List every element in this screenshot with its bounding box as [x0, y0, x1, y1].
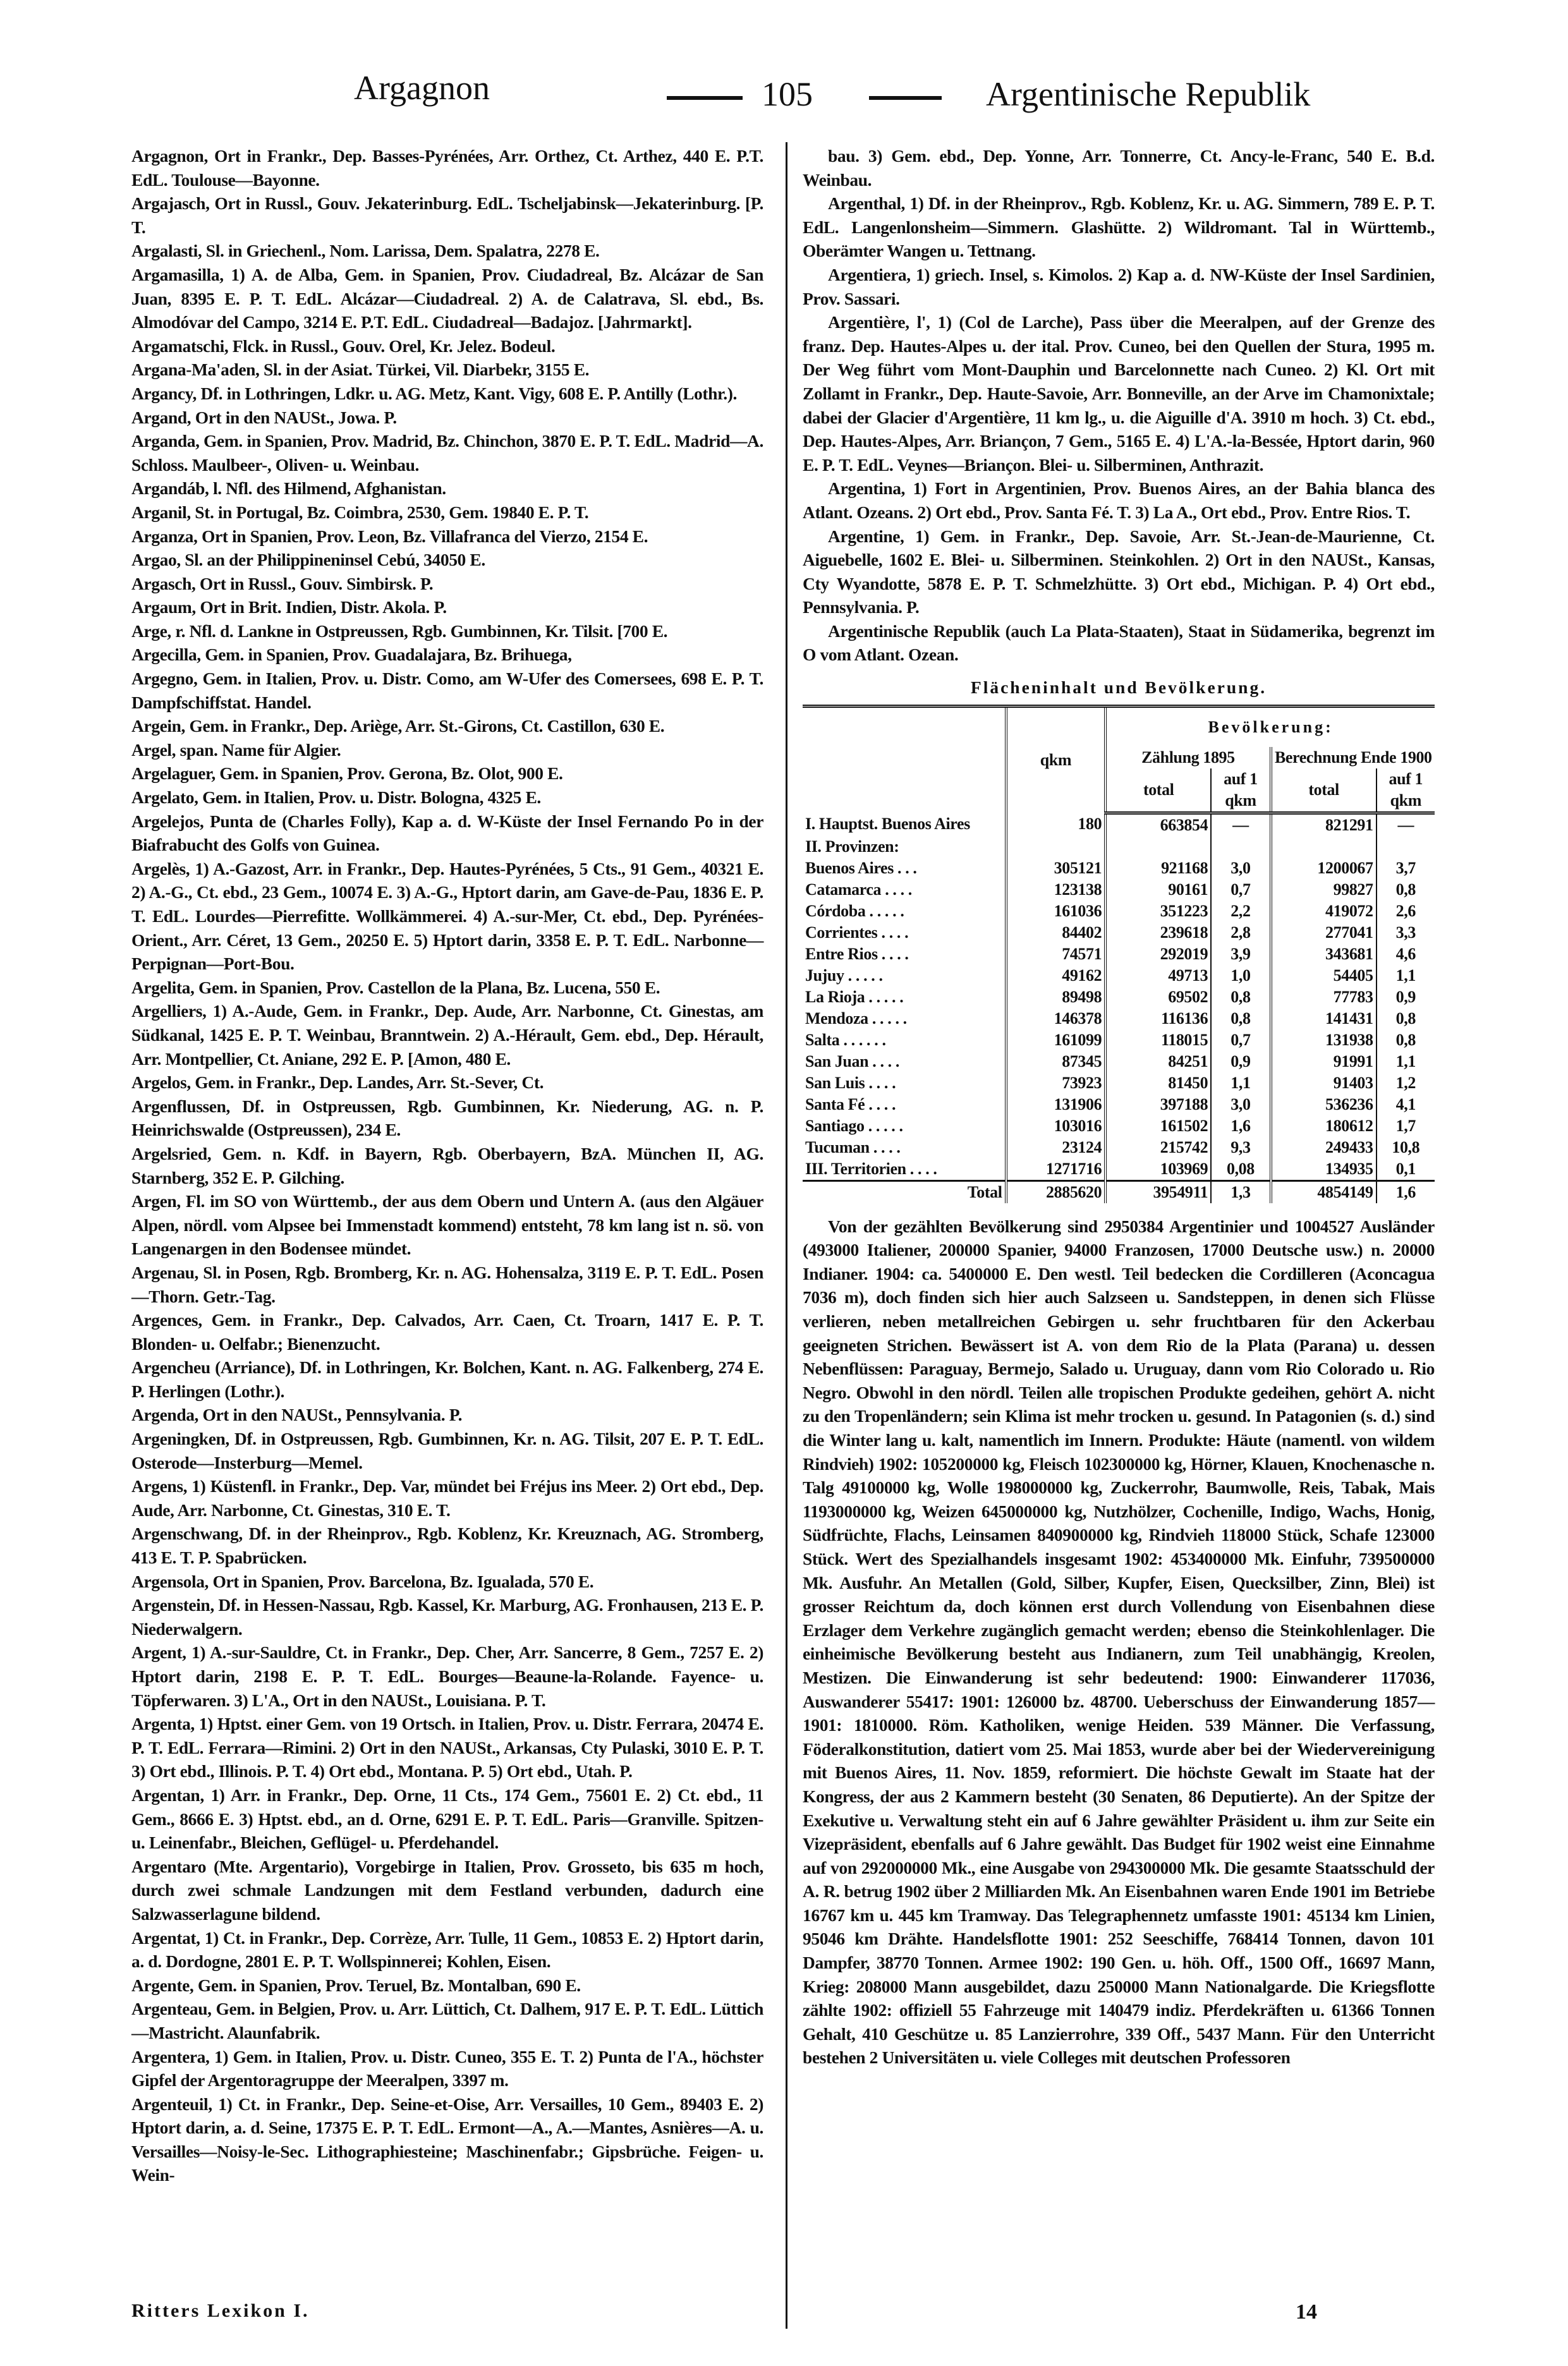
lexicon-entry: Argamatschi, Flck. in Russl., Gouv. Orel, Kr. Jelez. Bodeul.: [131, 336, 556, 356]
row-total-1900: 77783: [1271, 986, 1377, 1008]
lexicon-entry: bau. 3) Gem. ebd., Dep. Yonne, Arr. Tonnerre, Ct. Ancy-le-Franc, 540 E. B.d. Weinbau.: [803, 146, 1435, 190]
row-total-1895: [1105, 836, 1211, 858]
row-density-1895: 3,0: [1211, 858, 1270, 879]
lexicon-entry: Von der gezählten Bevölkerung sind 2950384 Argentinier und 1004527 Ausländer (493000 Italiener, 200000 Spanier, 94000 Franzosen, 17000 Deutsche usw.) n. 20000 Indianer. 1904: ca. 5400000 E. Den westl. Teil bedecken die Cordilleren (Aconcagua 7036 m), doch finden sich hier auch Salzseen u. Sandsteppen, in denen sich Flüsse verlieren, neben metallreichen Gebirgen u. sehr fruchtbaren für den Ackerbau geeigneten Strichen. Bewässert ist A. von dem Rio de la Plata (Parana) u. dessen Nebenflüssen: Paraguay, Bermejo, Salado u. Uruguay, dann vom Rio Colorado u. Rio Negro. Obwohl in den nördl. Teilen alle tropischen Produkte gedeihen, gehört A. nicht zu den Tropenländern; sein Klima ist mehr trocken u. gesund. In Patagonien (s. d.) sind die Winter lang u. kalt, namentlich im Innern. Produkte: Häute (namentl. von wildem Rindvieh) 1902: 105200000 kg, Fleisch 102300000 kg, Hörner, Klauen, Knochenasche n. Talg 49100000 kg, Wolle 198000000 kg, Zuckerrohr, Baumwolle, Reis, Tabak, Mais 1193000000 kg, Weizen 645000000 kg, Nutzhölzer, Cochenille, Indigo, Wachs, Honig, Südfrüchte, Flachs, Leinsamen 840900000 kg, Rindvieh 118000 Stück, Schafe 123000 Stück. Wert des Spezialhandels insgesamt 1902: 453400000 Mk. Einfuhr, 739500000 Mk. Ausfuhr. An Metallen (Gold, Silber, Kupfer, Eisen, Quecksilber, Zinn, Blei) ist grosser Reichtum da, doch können erst durch Vollendung von Eisenbahnen diese Erzlager dem Verkehre zugänglich gemacht werden; ebenso die Steinkohlenlager. Die einheimische Bevölkerung besteht aus Indianern, zum Teil unabhängig, Kreolen, Mestizen. Die Einwanderung ist sehr bedeutend: 1900: Einwanderer 117036, Auswanderer 55417: 1901: 126000 bz. 48700. Ueberschuss der Einwanderung 1857—1901: 1810000. Röm. Katholiken, wenige Heiden. 539 Männer. Die Verfassung, Föderalkonstitution, datiert vom 25. Mai 1853, wurde aber bei der Wiedervereinigung mit Buenos Aires, 11. Nov. 1859, reformiert. Die höchste Gewalt im Staate hat der Kongress, der aus 2 Kammern besteht (30 Senaten, 86 Deputierte). An der Spitze der Exekutive u. Verwaltung steht ein auf 6 Jahre gewählter Präsident u. ihm zur Seite ein Vizepräsident, ebenfalls auf 6 Jahre gewählt. Das Budget für 1902 weist eine Einnahme auf von 292000000 Mk., eine Ausgabe von 294300000 Mk. Die gesamte Staatsschuld der A. R. betrug 1902 über 2 Milliarden Mk. An Eisenbahnen waren Ende 1901 im Betriebe 16767 km u. 445 km Tramway. Das Telegraphennetz umfasste 1901: 45134 km Linien, 95046 km Drähte. Handelsflotte 1901: 252 Seeschiffe, 768414 Tonnen, davon 101 Dampfer, 38770 Tonnen. Armee 1902: 190 Gen. u. höh. Off., 1500 Off., 16697 Mann, Krieg: 208000 Mann ausgebildet, dazu 250000 Mann Nationalgarde. Die Kriegsflotte zählte 1902: offiziell 55 Fahrzeuge mit 140479 indiz. Pferdekräften u. 61366 Tonnen Gehalt, 410 Geschütze u. 85 Lanzierrohre, 339 Off., 5437 Mann. Für den Unterricht bestehen 2 Universitäten u. viele Colleges mit deutschen Professoren: [803, 1216, 1435, 2068]
row-total-1900: 131938: [1271, 1029, 1377, 1051]
row-qkm: 74571: [1006, 943, 1106, 965]
header-right-keyword: Argentinische Republik: [986, 75, 1311, 113]
lexicon-entry: Argentinische Republik (auch La Plata-Staaten), Staat in Südamerika, begrenzt im O vom Atlant. Ozean.: [803, 621, 1435, 665]
row-label: Entre Rios . . . .: [805, 944, 909, 963]
row-label: Córdoba . . . . .: [805, 901, 904, 920]
row-total-1900: 141431: [1271, 1008, 1377, 1029]
table-header-blank: [803, 706, 1006, 813]
row-label: Corrientes . . . .: [805, 923, 909, 942]
table-row: [803, 1008, 1435, 1029]
right-column: [803, 144, 1435, 2070]
lexicon-entry: Argenda, Ort in den NAUSt., Pennsylvania. P.: [131, 1405, 463, 1425]
lexicon-entry: Argelès, 1) A.-Gazost, Arr. in Frankr., Dep. Hautes-Pyrénées, 5 Cts., 91 Gem., 40321 E. 2) A.-G., Ct. ebd., 23 Gem., 10074 E. 3) A.-G., Hptort darin, am Gave-de-Pau, 1836 E. P. T. EdL. Lourdes—Pierrefitte. Wollkämmerei. 4) A.-sur-Mer, Ct. ebd., Dep. Pyrénées-Orient., Arr. Céret, 13 Gem., 20250 E. 5) Hptort darin, 3358 E. P. T. EdL. Narbonne—Perpignan—Port-Bou.: [131, 858, 763, 974]
row-qkm: 161099: [1006, 1029, 1106, 1051]
row-total-1900: 1200067: [1271, 858, 1377, 879]
table-row: [803, 858, 1435, 879]
total-1900: 4854149: [1271, 1180, 1377, 1203]
row-total-1900: 277041: [1271, 922, 1377, 943]
row-qkm: 49162: [1006, 965, 1106, 986]
header-density-1895: auf 1 qkm: [1211, 768, 1270, 813]
footer-signature: 14: [1296, 2300, 1317, 2324]
lexicon-entry: Argencheu (Arriance), Df. in Lothringen, Kr. Bolchen, Kant. n. AG. Falkenberg, 274 E. P. Herlingen (Lothr.).: [131, 1357, 763, 1401]
row-density-1900: —: [1377, 813, 1435, 836]
row-density-1895: 1,1: [1211, 1072, 1270, 1094]
row-total-1895: 921168: [1161, 858, 1208, 877]
row-label: III. Territorien . . . .: [805, 1159, 937, 1178]
row-density-1900: 0,9: [1377, 986, 1435, 1008]
lexicon-entry: Argent, 1) A.-sur-Sauldre, Ct. in Frankr., Dep. Cher, Arr. Sancerre, 8 Gem., 7257 E. 2) Hptort darin, 2198 E. P. T. EdL. Bourges—Beaune-la-Rolande. Fayence- u. Töpferwaren. 3) L'A., Ort in den NAUSt., Louisiana. P. T.: [131, 1642, 763, 1710]
lexicon-entry: Argamasilla, 1) A. de Alba, Gem. in Spanien, Prov. Ciudadreal, Bz. Alcázar de San Juan, 8395 E. P. T. EdL. Alcázar—Ciudadreal. 2) A. de Calatrava, Sl. ebd., Bs. Almodóvar del Campo, 3214 E. P.T. EdL. Ciudadreal—Badajoz. [Jahrmarkt].: [131, 264, 763, 332]
footer-publication: Ritters Lexikon I.: [131, 2300, 310, 2321]
lexicon-entry: Argelaguer, Gem. in Spanien, Prov. Gerona, Bz. Olot, 900 E.: [131, 763, 563, 784]
table-row: [803, 1051, 1435, 1072]
lexicon-entry: Argensola, Ort in Spanien, Prov. Barcelona, Bz. Igualada, 570 E.: [131, 1571, 594, 1591]
table-row: [803, 901, 1435, 922]
row-qkm: 87345: [1006, 1051, 1106, 1072]
lexicon-entry: Argentiera, 1) griech. Insel, s. Kimolos. 2) Kap a. d. NW-Küste der Insel Sardinien, Prov. Sassari.: [803, 264, 1435, 308]
table-row: [803, 922, 1435, 943]
lexicon-entry: Argao, Sl. an der Philippineninsel Cebú, 34050 E.: [131, 550, 485, 570]
row-total-1895: 215742: [1160, 1138, 1208, 1156]
row-total-1900: 419072: [1271, 901, 1377, 922]
lexicon-entry: Argentina, 1) Fort in Argentinien, Prov. Buenos Aires, an der Bahia blanca des Atlant. Ozeans. 2) Ort ebd., Prov. Santa Fé. T. 3) La A., Ort ebd., Prov. Entre Rios. T.: [803, 478, 1435, 522]
lexicon-entry: Argel, span. Name für Algier.: [131, 739, 341, 760]
lexicon-entry: Argana-Ma'aden, Sl. in der Asiat. Türkei, Vil. Diarbekr, 3155 E.: [131, 360, 590, 380]
lexicon-entry: Arganil, St. in Portugal, Bz. Coimbra, 2530, Gem. 19840 E. P. T.: [131, 502, 589, 522]
lexicon-entry: Argenstein, Df. in Hessen-Nassau, Rgb. Kassel, Kr. Marburg, AG. Fronhausen, 213 E. P. Niederwalgern.: [131, 1595, 763, 1639]
lexicon-entry: Argenteau, Gem. in Belgien, Prov. u. Arr. Lüttich, Ct. Dalhem, 917 E. P. T. EdL. Lüttich—Mastricht. Alaunfabrik.: [131, 1999, 763, 2042]
row-density-1895: 9,3: [1211, 1137, 1270, 1158]
row-total-1900: [1271, 836, 1377, 858]
left-column: [131, 144, 763, 2187]
row-total-1900: 91403: [1271, 1072, 1377, 1094]
row-label: Jujuy . . . . .: [805, 966, 883, 985]
lexicon-entry: Argenteuil, 1) Ct. in Frankr., Dep. Seine-et-Oise, Arr. Versailles, 10 Gem., 89403 E. 2) Hptort darin, a. d. Seine, 17375 E. P. T. EdL. Ermont—A., A.—Mantes, Asnières—A. u. Versailles—Noisy-le-Sec. Lithographiesteine; Maschinenfabr.; Gipsbrüche. Feigen- u. Wein-: [131, 2094, 763, 2185]
row-qkm: 305121: [1006, 858, 1106, 879]
lexicon-entry: Argelejos, Punta de (Charles Folly), Kap a. d. W-Küste der Insel Fernando Po in der Biafrabucht des Golfs von Guinea.: [131, 811, 763, 855]
lexicon-entry: Argences, Gem. in Frankr., Dep. Calvados, Arr. Caen, Ct. Troarn, 1417 E. P. T. Blonden- u. Oelfabr.; Bienenzucht.: [131, 1310, 763, 1354]
table-title: Flächeninhalt und Bevölkerung.: [970, 677, 1267, 698]
running-header: [0, 68, 1568, 119]
row-label: San Juan . . . .: [805, 1052, 899, 1071]
row-density-1895: 0,7: [1211, 879, 1270, 901]
table-row: [803, 986, 1435, 1008]
total-label: Total: [803, 1180, 1006, 1203]
lexicon-entry: Arganda, Gem. in Spanien, Prov. Madrid, Bz. Chinchon, 3870 E. P. T. EdL. Madrid—A. Schloss. Maulbeer-, Oliven- u. Weinbau.: [131, 431, 763, 475]
row-total-1895: 397188: [1160, 1095, 1208, 1113]
row-density-1895: —: [1211, 813, 1270, 836]
row-total-1895: 663854: [1160, 815, 1208, 834]
row-density-1900: 1,7: [1377, 1115, 1435, 1137]
table-total-row: [803, 1180, 1435, 1203]
row-total-1900: 249433: [1271, 1137, 1377, 1158]
row-qkm: 103016: [1006, 1115, 1106, 1137]
lexicon-entry: Argentera, 1) Gem. in Italien, Prov. u. Distr. Cuneo, 355 E. T. 2) Punta de l'A., höchster Gipfel der Argentoragruppe der Meeralpen, 3397 m.: [131, 2046, 763, 2090]
row-density-1900: 4,6: [1377, 943, 1435, 965]
row-label: I. Hauptst. Buenos Aires: [805, 815, 970, 834]
row-density-1900: 1,1: [1377, 965, 1435, 986]
row-density-1895: 2,2: [1211, 901, 1270, 922]
row-label: Salta . . . . . .: [805, 1030, 886, 1049]
row-density-1895: 0,8: [1211, 986, 1270, 1008]
row-label: Santiago . . . . .: [805, 1116, 903, 1135]
lexicon-entry: Argelliers, 1) A.-Aude, Gem. in Frankr., Dep. Aude, Arr. Narbonne, Ct. Ginestas, am Südkanal, 1425 E. P. T. Weinbau, Branntwein. 2) A.-Hérault, Gem. ebd., Dep. Hérault, Arr. Montpellier, Ct. Aniane, 292 E. P. [Amon, 480 E.: [131, 1001, 763, 1069]
table-row: [803, 1072, 1435, 1094]
lexicon-entry: Argens, 1) Küstenfl. in Frankr., Dep. Var, mündet bei Fréjus ins Meer. 2) Ort ebd., Dep. Aude, Arr. Narbonne, Ct. Ginestas, 310 E. T.: [131, 1476, 763, 1520]
row-total-1895: 69502: [1168, 987, 1208, 1006]
table-row: [803, 1094, 1435, 1115]
row-qkm: [1006, 836, 1106, 858]
table-row: [803, 813, 1435, 836]
row-density-1900: 0,8: [1377, 1008, 1435, 1029]
row-density-1900: 3,3: [1377, 922, 1435, 943]
total-1895: 3954911: [1105, 1180, 1211, 1203]
table-row: [803, 1158, 1435, 1181]
lexicon-entry: Argandáb, l. Nfl. des Hilmend, Afghanistan.: [131, 478, 446, 499]
row-density-1895: 0,08: [1211, 1158, 1270, 1181]
row-total-1900: 343681: [1271, 943, 1377, 965]
lexicon-entry: Argenschwang, Df. in der Rheinprov., Rgb. Koblenz, Kr. Kreuznach, AG. Stromberg, 413 E. T. P. Spabrücken.: [131, 1524, 763, 1568]
row-label: Mendoza . . . . .: [805, 1009, 907, 1028]
header-total-1900: total: [1271, 768, 1377, 813]
row-total-1895: 161502: [1160, 1116, 1208, 1135]
table-row: [803, 836, 1435, 858]
table-row: [803, 965, 1435, 986]
total-density-1900: 1,6: [1377, 1180, 1435, 1203]
row-label: Santa Fé . . . .: [805, 1095, 896, 1113]
population-table: [803, 705, 1435, 1203]
lexicon-entry: Argajasch, Ort in Russl., Gouv. Jekaterinburg. EdL. Tscheljabinsk—Jekaterinburg. [P. T.: [131, 193, 763, 237]
lexicon-entry: Argancy, Df. in Lothringen, Ldkr. u. AG. Metz, Kant. Vigy, 608 E. P. Antilly (Lothr.).: [131, 383, 738, 403]
lexicon-entry: Argenta, 1) Hptst. einer Gem. von 19 Ortsch. in Italien, Prov. u. Distr. Ferrara, 20474 E. P. T. EdL. Ferrara—Rimini. 2) Ort in den NAUSt., Arkansas, Cty Pulaski, 3010 E. P. T. 3) Ort ebd., Illinois. P. T. 4) Ort ebd., Montana. P. 5) Ort ebd., Utah. P.: [131, 1714, 763, 1781]
lexicon-entry: Argente, Gem. in Spanien, Prov. Teruel, Bz. Montalban, 690 E.: [131, 1975, 581, 1995]
total-density-1895: 1,3: [1211, 1180, 1270, 1203]
row-qkm: 123138: [1006, 879, 1106, 901]
row-density-1900: 0,8: [1377, 879, 1435, 901]
table-row: [803, 943, 1435, 965]
row-density-1900: 3,7: [1377, 858, 1435, 879]
row-total-1900: 99827: [1271, 879, 1377, 901]
lexicon-entry: Arganza, Ort in Spanien, Prov. Leon, Bz. Villafranca del Vierzo, 2154 E.: [131, 526, 648, 546]
row-label: Tucuman . . . .: [805, 1138, 901, 1156]
row-density-1900: 10,8: [1377, 1137, 1435, 1158]
row-density-1900: [1377, 836, 1435, 858]
lexicon-entry: Argegno, Gem. in Italien, Prov. u. Distr. Como, am W-Ufer des Comersees, 698 E. P. T. Dampfschiffstat. Handel.: [131, 669, 763, 712]
lexicon-entry: Argen, Fl. im SO von Württemb., der aus dem Obern und Untern A. (aus den Algäuer Alpen, nördl. vom Alpsee bei Immenstadt kommend) entsteht, 78 km lang ist n. sö. von Langenargen in den Bodensee mündet.: [131, 1191, 763, 1259]
row-total-1895: 118015: [1161, 1030, 1208, 1049]
row-total-1895: 49713: [1168, 966, 1208, 985]
row-total-1895: 81450: [1168, 1073, 1208, 1092]
lexicon-entry: Arge, r. Nfl. d. Lankne in Ostpreussen, Rgb. Gumbinnen, Kr. Tilsit. [700 E.: [131, 621, 668, 641]
lexicon-entry: Argenthal, 1) Df. in der Rheinprov., Rgb. Koblenz, Kr. u. AG. Simmern, 789 E. P. T. EdL. Langenlonsheim—Simmern. Glashütte. 2) Wildromant. Tal in Württemb., Oberämter Wangen u. Tettnang.: [803, 193, 1435, 261]
row-label: Catamarca . . . .: [805, 880, 912, 899]
lexicon-entry: Argentaro (Mte. Argentario), Vorgebirge in Italien, Prov. Grosseto, bis 635 m hoch, durch zwei schmale Landzungen mit dem Festland verbunden, dadurch eine Salzwasserlagune bildend.: [131, 1856, 763, 1924]
row-density-1895: 3,0: [1211, 1094, 1270, 1115]
table-row: [803, 1115, 1435, 1137]
lexicon-entry: Argecilla, Gem. in Spanien, Prov. Guadalajara, Bz. Brihuega,: [131, 645, 572, 665]
lexicon-entry: Argasch, Ort in Russl., Gouv. Simbirsk. P.: [131, 573, 434, 593]
lexicon-entry: Argaum, Ort in Brit. Indien, Distr. Akola. P.: [131, 597, 447, 617]
row-density-1900: 0,8: [1377, 1029, 1435, 1051]
row-qkm: 84402: [1006, 922, 1106, 943]
row-label: II. Provinzen:: [805, 837, 899, 856]
row-label: La Rioja . . . . .: [805, 987, 904, 1006]
header-density-1900: auf 1 qkm: [1377, 768, 1435, 813]
row-density-1900: 4,1: [1377, 1094, 1435, 1115]
right-column-body: [803, 1215, 1435, 2070]
row-density-1895: 0,8: [1211, 1008, 1270, 1029]
row-qkm: 23124: [1006, 1137, 1106, 1158]
row-total-1900: 134935: [1271, 1158, 1377, 1181]
row-density-1895: 0,7: [1211, 1029, 1270, 1051]
row-density-1895: 1,6: [1211, 1115, 1270, 1137]
header-bevoelkerung: Bevölkerung:: [1208, 717, 1334, 736]
row-total-1900: 54405: [1271, 965, 1377, 986]
lexicon-entry: Argelsried, Gem. n. Kdf. in Bayern, Rgb. Oberbayern, BzA. München II, AG. Starnberg, 352 E. P. Gilching.: [131, 1143, 763, 1187]
row-density-1900: 0,1: [1377, 1158, 1435, 1181]
row-total-1900: 536236: [1271, 1094, 1377, 1115]
row-total-1895: 84251: [1168, 1052, 1208, 1071]
lexicon-entry: Argelato, Gem. in Italien, Prov. u. Distr. Bologna, 4325 E.: [131, 787, 541, 808]
lexicon-entry: Argein, Gem. in Frankr., Dep. Ariège, Arr. St.-Girons, Ct. Castillon, 630 E.: [131, 716, 665, 736]
header-dash-left: [667, 96, 743, 100]
table-row: [803, 1137, 1435, 1158]
row-density-1900: 2,6: [1377, 901, 1435, 922]
lexicon-entry: Argeningken, Df. in Ostpreussen, Rgb. Gumbinnen, Kr. n. AG. Tilsit, 207 E. P. T. EdL. Osterode—Insterburg—Memel.: [131, 1429, 763, 1472]
row-qkm: 1271716: [1006, 1158, 1106, 1181]
row-total-1895: 103969: [1160, 1159, 1208, 1178]
total-qkm: 2885620: [1006, 1180, 1106, 1203]
lexicon-entry: Argentière, l', 1) (Col de Larche), Pass über die Meeralpen, auf der Grenze des franz. Dep. Hautes-Alpes u. der ital. Prov. Cuneo, bei den Quellen der Stura, 1995 m. Der Weg führt vom Mont-Dauphin und Barcelonnette nach Cuneo. 2) Kl. Ort mit Zollamt in Frankr., Dep. Haute-Savoie, Arr. Bonneville, an der Arve im Chamonixtale; dabei der Glacier d'Argentière, 11 km lg., u. die Aiguille d'A. 3910 m hoch. 3) Ct. ebd., Dep. Hautes-Alpes, Arr. Briançon, 7 Gem., 5165 E. 4) L'A.-la-Bessée, Hptort darin, 960 E. P. T. EdL. Veynes—Briançon. Blei- u. Silberminen, Anthrazit.: [803, 312, 1435, 475]
lexicon-entry: Argelos, Gem. in Frankr., Dep. Landes, Arr. St.-Sever, Ct.: [131, 1072, 544, 1093]
header-census-1895: Zählung 1895: [1141, 748, 1235, 767]
row-total-1895: 239618: [1160, 923, 1208, 942]
row-qkm: 180: [1006, 813, 1106, 836]
lexicon-entry: Argelita, Gem. in Spanien, Prov. Castellon de la Plana, Bz. Lucena, 550 E.: [131, 977, 660, 997]
table-row: [803, 879, 1435, 901]
column-divider: [786, 142, 787, 2329]
row-qkm: 146378: [1006, 1008, 1106, 1029]
header-qkm: qkm: [1006, 706, 1106, 813]
row-qkm: 73923: [1006, 1072, 1106, 1094]
lexicon-entry: Argand, Ort in den NAUSt., Jowa. P.: [131, 407, 397, 427]
header-dash-right: [869, 96, 942, 100]
row-density-1900: 1,1: [1377, 1051, 1435, 1072]
row-total-1900: 821291: [1271, 813, 1377, 836]
row-total-1895: 90161: [1168, 880, 1208, 899]
row-label: Buenos Aires . . .: [805, 858, 917, 877]
header-total-1895: total: [1105, 768, 1211, 813]
row-label: San Luis . . . .: [805, 1073, 896, 1092]
lexicon-entry: Argentat, 1) Ct. in Frankr., Dep. Corrèze, Arr. Tulle, 11 Gem., 10853 E. 2) Hptort darin, a. d. Dordogne, 2801 E. P. T. Wollspinnerei; Kohlen, Eisen.: [131, 1927, 763, 1972]
row-density-1895: 1,0: [1211, 965, 1270, 986]
row-qkm: 161036: [1006, 901, 1106, 922]
lexicon-entry: Argalasti, Sl. in Griechenl., Nom. Larissa, Dem. Spalatra, 2278 E.: [131, 241, 600, 261]
lexicon-entry: Argentan, 1) Arr. in Frankr., Dep. Orne, 11 Cts., 174 Gem., 75601 E. 2) Ct. ebd., 11 Gem., 8666 E. 3) Hptst. ebd., an d. Orne, 6291 E. P. T. EdL. Paris—Granville. Spitzen- u. Leinenfabr., Bleichen, Geflügel- u. Pferdehandel.: [131, 1785, 763, 1853]
page-number: 105: [762, 75, 813, 113]
row-density-1895: 3,9: [1211, 943, 1270, 965]
row-qkm: 89498: [1006, 986, 1106, 1008]
row-total-1895: 351223: [1160, 901, 1208, 920]
row-total-1895: 116136: [1161, 1009, 1208, 1028]
lexicon-entry: Argagnon, Ort in Frankr., Dep. Basses-Pyrénées, Arr. Orthez, Ct. Arthez, 440 E. P.T. EdL. Toulouse—Bayonne.: [131, 146, 763, 190]
row-density-1895: [1211, 836, 1270, 858]
row-density-1900: 1,2: [1377, 1072, 1435, 1094]
row-total-1900: 91991: [1271, 1051, 1377, 1072]
header-left-keyword: Argagnon: [354, 69, 490, 107]
row-total-1900: 180612: [1271, 1115, 1377, 1137]
row-total-1895: 292019: [1160, 944, 1208, 963]
lexicon-entry: Argenau, Sl. in Posen, Rgb. Bromberg, Kr. n. AG. Hohensalza, 3119 E. P. T. EdL. Posen—Thorn. Getr.-Tag.: [131, 1262, 763, 1306]
row-density-1895: 2,8: [1211, 922, 1270, 943]
lexicon-entry: Argentine, 1) Gem. in Frankr., Dep. Savoie, Arr. St.-Jean-de-Maurienne, Ct. Aiguebelle, 1602 E. Blei- u. Silberminen. Steinkohlen. 2) Ort in den NAUSt., Kansas, Cty Wyandotte, 5878 E. P. T. Schmelzhütte. 3) Ort ebd., Michigan. P. 4) Ort ebd., Pennsylvania. P.: [803, 526, 1435, 617]
lexicon-entry: Argenflussen, Df. in Ostpreussen, Rgb. Gumbinnen, Kr. Niederung, AG. n. P. Heinrichswalde (Ostpreussen), 234 E.: [131, 1096, 763, 1140]
table-row: [803, 1029, 1435, 1051]
header-estimate-1900: Berechnung Ende 1900: [1271, 747, 1435, 768]
row-qkm: 131906: [1006, 1094, 1106, 1115]
right-column-entries: [803, 144, 1435, 667]
row-density-1895: 0,9: [1211, 1051, 1270, 1072]
